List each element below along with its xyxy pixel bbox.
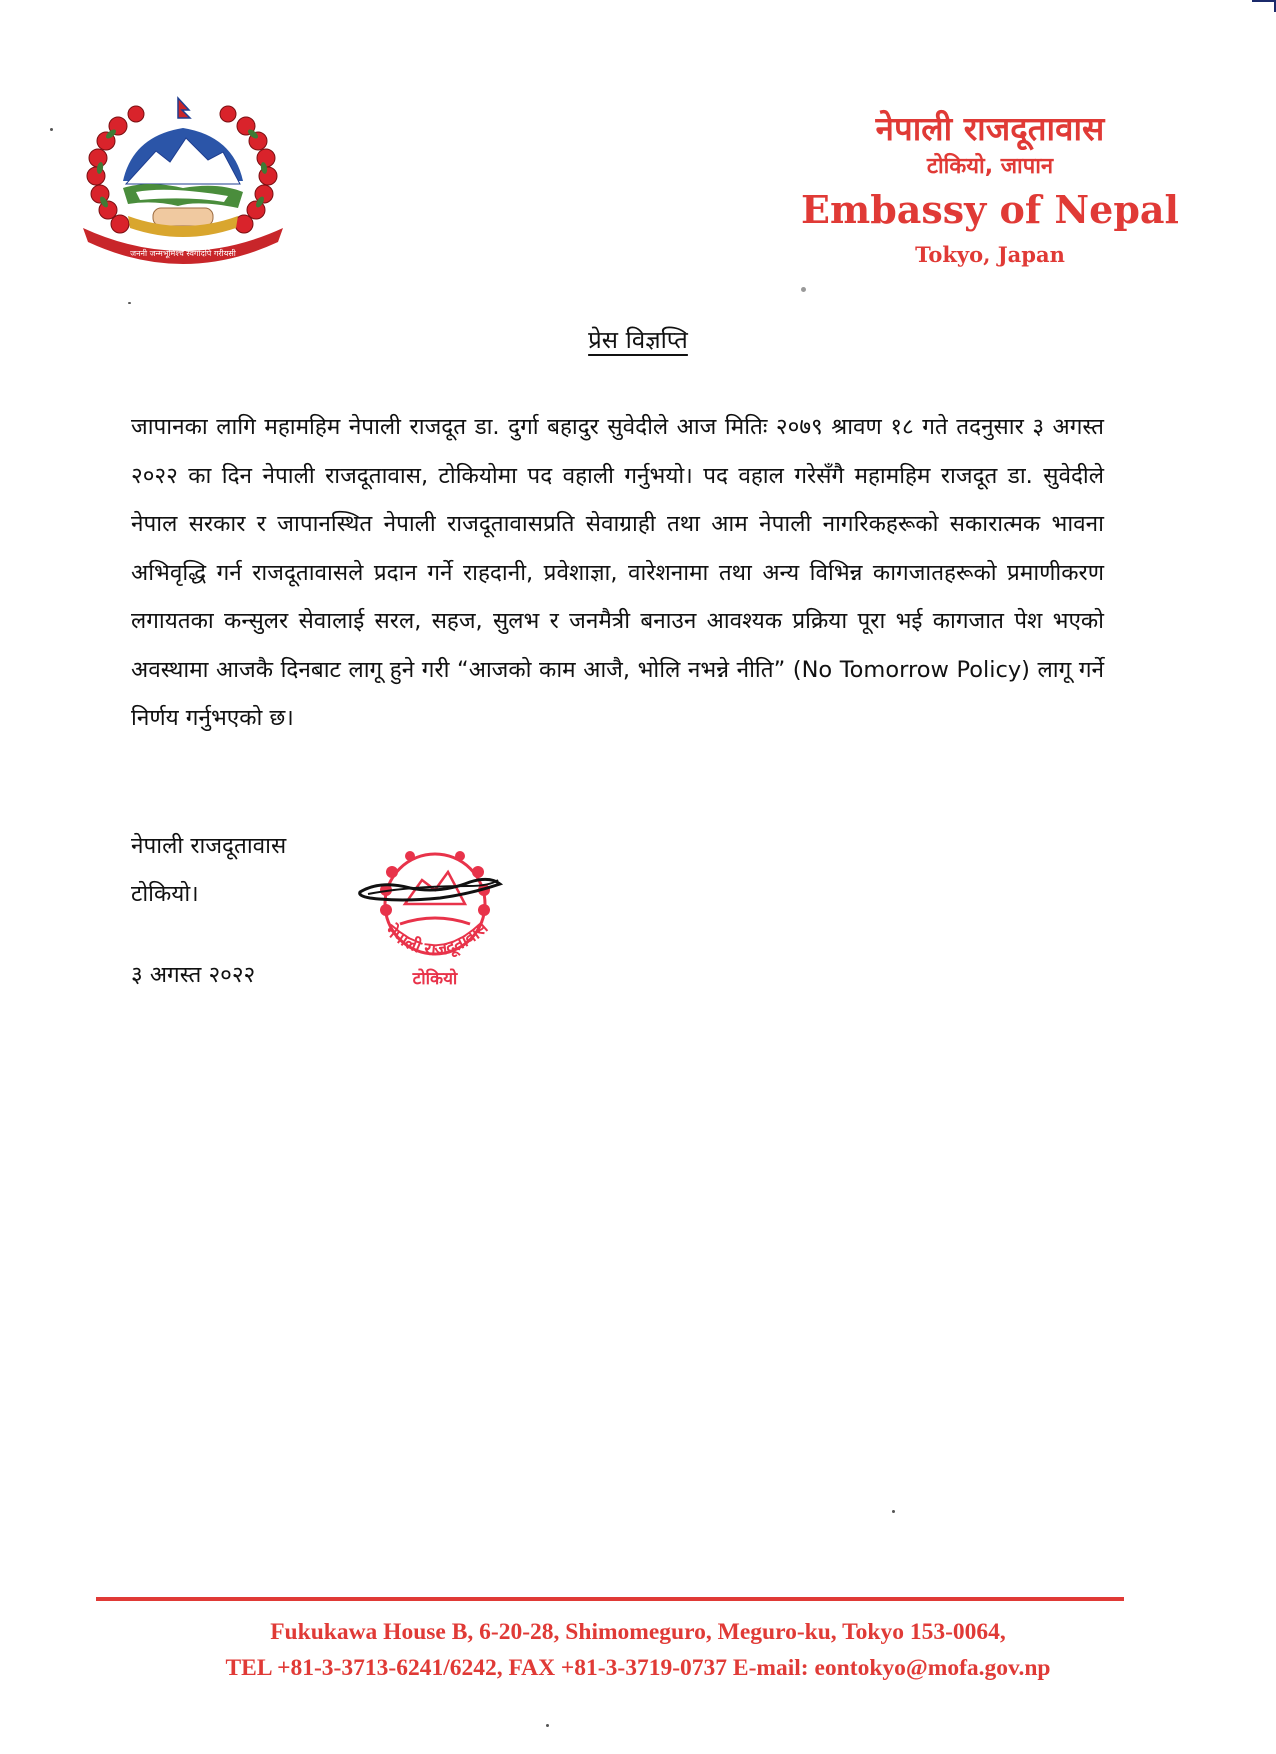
letterhead	[740, 108, 1240, 270]
scan-corner-mark	[1252, 0, 1276, 12]
signature-block	[131, 822, 286, 918]
footer-contact: TEL +81-3-3713-6241/6242, FAX +81-3-3719-0737 E-mail: eontokyo@mofa.gov.np	[225, 1655, 1051, 1681]
footer-address: Fukukawa House B, 6-20-28, Shimomeguro, Meguro-ku, Tokyo 153-0064,	[270, 1619, 1006, 1645]
embassy-city-nepali: टोकियो, जापान	[926, 154, 1054, 179]
press-release-body: जापानका लागि महामहिम नेपाली राजदूत डा. दुर्गा बहादुर सुवेदीले आज मितिः २०७९ श्रावण १८ गते तदनुसार ३ अगस्त २०२२ का दिन नेपाली राजदूतावास, टोकियोमा पद वहाली गर्नुभयो। पद वहाल गरेसँगै महामहिम राजदूत डा. सुवेदीले नेपाल सरकार र जापानस्थित नेपाली राजदूतावासप्रति सेवाग्राही तथा आम नेपाली नागरिकहरूको सकारात्मक भावना अभिवृद्धि गर्न राजदूतावासले प्रदान गर्ने राहदानी, प्रवेशाज्ञा, वारेशनामा तथा अन्य विभिन्न कागजातहरूको प्रमाणीकरण लगायतका कन्सुलर सेवालाई सरल, सहज, सुलभ र जनमैत्री बनाउन आवश्यक प्रक्रिया पूरा भई कागजात पेश भएको अवस्थामा आजकै दिनबाट लागू हुने गरी “आजको काम आजै, भोलि नभन्ने नीति” (No Tomorrow Policy) लागू गर्ने निर्णय गर्नुभएको छ।	[131, 414, 1104, 731]
embassy-name-english: Embassy of Nepal	[801, 187, 1179, 232]
scan-speck	[50, 128, 53, 131]
svg-text:टोकियो: टोकियो	[412, 969, 458, 989]
embassy-name-nepali: नेपाली राजदूतावास	[875, 109, 1105, 148]
official-stamp	[350, 832, 520, 1002]
signature-city: टोकियो।	[131, 881, 199, 907]
signature-org: नेपाली राजदूतावास	[131, 833, 287, 859]
document-date: ३ अगस्त २०२२	[131, 962, 256, 988]
scan-speck	[128, 302, 131, 304]
footer-divider	[96, 1597, 1124, 1601]
svg-text:नेपाली राजदूतावास: नेपाली राजदूतावास	[381, 918, 493, 961]
scan-speck	[892, 1510, 895, 1513]
scan-speck	[546, 1724, 549, 1727]
document-title: प्रेस विज्ञप्ति	[588, 326, 688, 354]
footer	[0, 1614, 1276, 1686]
embassy-city-english: Tokyo, Japan	[915, 242, 1065, 267]
scan-speck	[801, 287, 806, 292]
svg-text:जननी जन्मभूमिश्च स्वर्गादपि गर: जननी जन्मभूमिश्च स्वर्गादपि गरीयसी	[130, 249, 236, 258]
nepal-emblem	[78, 96, 288, 276]
